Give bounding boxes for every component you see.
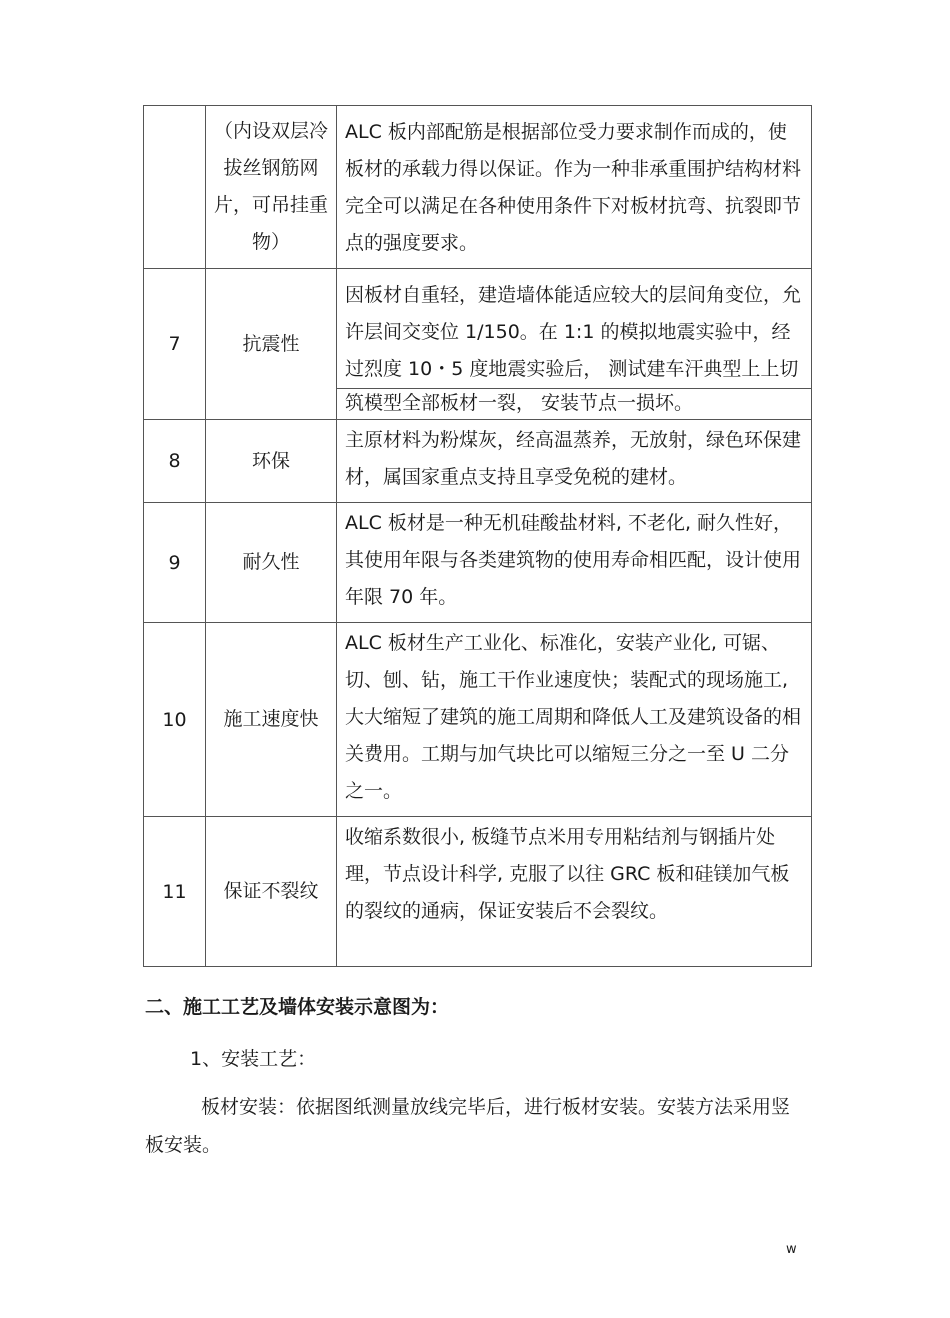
description-text: ALC 板材生产工业化、标准化，安装产业化, 可锯、切、刨、钻，施工干作业速度快；装配式的现场施工, 大大缩短了建筑的施工周期和降低人工及建筑设备的相关费用。工期与加气块比可以缩短三分之一至 U 二分之一。 bbox=[345, 632, 802, 802]
row-number bbox=[144, 106, 206, 269]
description-text: 收缩系数很小, 板缝节点米用专用粘结剂与钢插片处理，节点设计科学, 克服了以往 GRC 板和硅镁加气板的裂纹的通病，保证安装后不会裂纹。 bbox=[345, 826, 790, 922]
properties-table bbox=[143, 105, 812, 967]
property-name: 抗震性 bbox=[206, 269, 337, 420]
description-tail bbox=[337, 388, 811, 417]
property-description bbox=[337, 503, 812, 623]
description-text: ALC 板内部配筋是根据部位受力要求制作而成的，使板材的承载力得以保证。作为一种非承重围护结构材料完全可以满足在各种使用条件下对板材抗弯、抗裂即节点的强度要求。 bbox=[345, 121, 802, 254]
body-paragraph: 板材安装：依据图纸测量放线完毕后，进行板材安装。安装方法采用竖板安装。 bbox=[145, 1096, 791, 1156]
table-row bbox=[144, 106, 812, 269]
row-number: 8 bbox=[144, 420, 206, 503]
property-name: 保证不裂纹 bbox=[206, 817, 337, 967]
table-row bbox=[144, 623, 812, 817]
property-name: 耐久性 bbox=[206, 503, 337, 623]
property-name: 环保 bbox=[206, 420, 337, 503]
description-text: ALC 板材是一种无机硅酸盐材料, 不老化, 耐久性好，其使用年限与各类建筑物的使用寿命相匹配，设计使用年限 70 年。 bbox=[345, 512, 802, 608]
property-description bbox=[337, 420, 812, 503]
row-number: 7 bbox=[144, 269, 206, 420]
property-name: （内设双层冷拔丝钢筋网片，可吊挂重物） bbox=[206, 106, 337, 269]
page-footer-mark: w bbox=[786, 1242, 797, 1257]
row-number: 10 bbox=[144, 623, 206, 817]
property-description bbox=[337, 106, 812, 269]
description-text: 因板材自重轻，建造墙体能适应较大的层间角变位，允许层间交变位 1/150。在 1:1 的模拟地震实验中，经过烈度 10・5 度地震实验后， 测试建车汗典型上上切 bbox=[345, 284, 802, 380]
property-description bbox=[337, 817, 812, 967]
row-number: 9 bbox=[144, 503, 206, 623]
section-heading: 二、施工工艺及墙体安装示意图为： bbox=[145, 996, 450, 1018]
table-row bbox=[144, 503, 812, 623]
table-row bbox=[144, 817, 812, 967]
clipped-description bbox=[337, 269, 811, 388]
property-description bbox=[337, 623, 812, 817]
row-number: 11 bbox=[144, 817, 206, 967]
sub-heading: 1、安装工艺： bbox=[190, 1048, 317, 1070]
description-text: 主原材料为粉煤灰，经高温蒸养，无放射，绿色环保建材，属国家重点支持且享受免税的建材。 bbox=[345, 429, 802, 488]
table-row bbox=[144, 420, 812, 503]
property-name: 施工速度快 bbox=[206, 623, 337, 817]
table-row bbox=[144, 269, 812, 420]
property-description bbox=[337, 269, 812, 420]
description-tail-text: 筑模型全部板材一裂， 安装节点一损坏。 bbox=[345, 392, 694, 414]
